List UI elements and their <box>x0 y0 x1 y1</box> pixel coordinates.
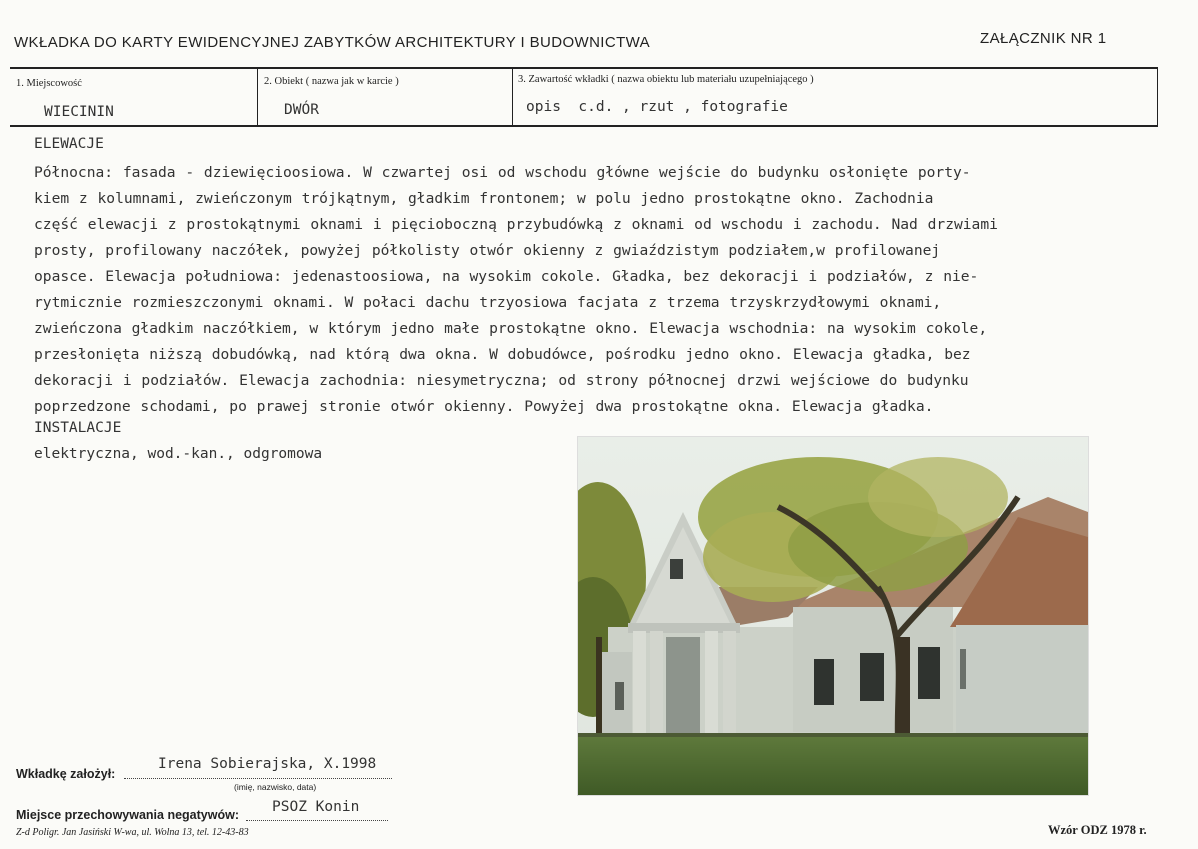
negatives-label: Miejsce przechowywania negatywów: <box>16 808 239 822</box>
locality-caption: 1. Miejscowość <box>16 78 82 89</box>
locality-value: WIECININ <box>44 104 114 120</box>
founder-hint: (imię, nazwisko, data) <box>234 782 317 792</box>
object-value: DWÓR <box>284 102 319 118</box>
manor-photograph <box>577 436 1089 796</box>
contents-caption: 3. Zawartość wkładki ( nazwa obiektu lub materiału uzupełniającego ) <box>518 74 814 85</box>
founder-line <box>124 778 392 779</box>
field-bottom-rule <box>10 125 1158 127</box>
elevations-description: Północna: fasada - dziewięcioosiowa. W czwartej osi od wschodu główne wejście do budynku osłonięte porty- kiem z kolumnami, zwieńczonym trójkątnym, gładkim frontonem; w polu jedno prostokątne okno. Zachodnia część elewacji z prostokątnymi oknami i pięcioboczną przybudówką z oknami od wschodu i zachodu. Nad drzwiami prosty, profilowany naczółek, powyżej półkolisty otwór okienny z gwiaździstym podziałem,w profilowanej opasce. Elewacja południowa: jedenastoosiowa, na wysokim cokole. Gładka, bez dekoracji i podziałów, z nie- rytmicznie rozmieszczonymi oknami. W połaci dachu trzyosiowa facjata z trzema trzyskrzydłowymi oknami, zwieńczona gładkim naczółkiem, w którym jedno małe prostokątne okno. Elewacja wschodnia: na wysokim cokole, przesłonięta niższą dobudówką, nad którą dwa okna. W dobudówce, pośrodku jedno okno. Elewacja gładka, bez dekoracji i podziałów. Elewacja zachodnia: niesymetryczna; od strony północnej drzwi wejściowe do budynku poprzedzone schodami, po prawej stronie otwór okienny. Powyżej dwa prostokątne okna. Elewacja gładka. <box>34 164 998 415</box>
founder-value: Irena Sobierajska, X.1998 <box>158 756 377 772</box>
form-template-code: Wzór ODZ 1978 r. <box>1048 823 1147 837</box>
negatives-line <box>246 820 388 821</box>
negatives-value: PSOZ Konin <box>272 799 360 815</box>
annex-number: ZAŁĄCZNIK NR 1 <box>980 30 1107 47</box>
installations-value: elektryczna, wod.-kan., odgromowa <box>34 446 323 462</box>
printer-imprint: Z-d Poligr. Jan Jasiński W-wa, ul. Wolna 13, tel. 12-43-83 <box>16 827 249 838</box>
field-right-edge <box>1157 67 1158 127</box>
field-divider-2 <box>512 67 513 127</box>
elevations-heading: ELEWACJE <box>34 136 104 152</box>
form-title: WKŁADKA DO KARTY EWIDENCYJNEJ ZABYTKÓW ARCHITEKTURY I BUDOWNICTWA <box>14 34 651 51</box>
field-divider-1 <box>257 67 258 127</box>
contents-value: opis c.d. , rzut , fotografie <box>526 99 788 115</box>
object-caption: 2. Obiekt ( nazwa jak w karcie ) <box>264 76 399 87</box>
installations-heading: INSTALACJE <box>34 420 122 436</box>
founder-label: Wkładkę założył: <box>16 767 116 781</box>
field-top-rule <box>10 67 1158 69</box>
